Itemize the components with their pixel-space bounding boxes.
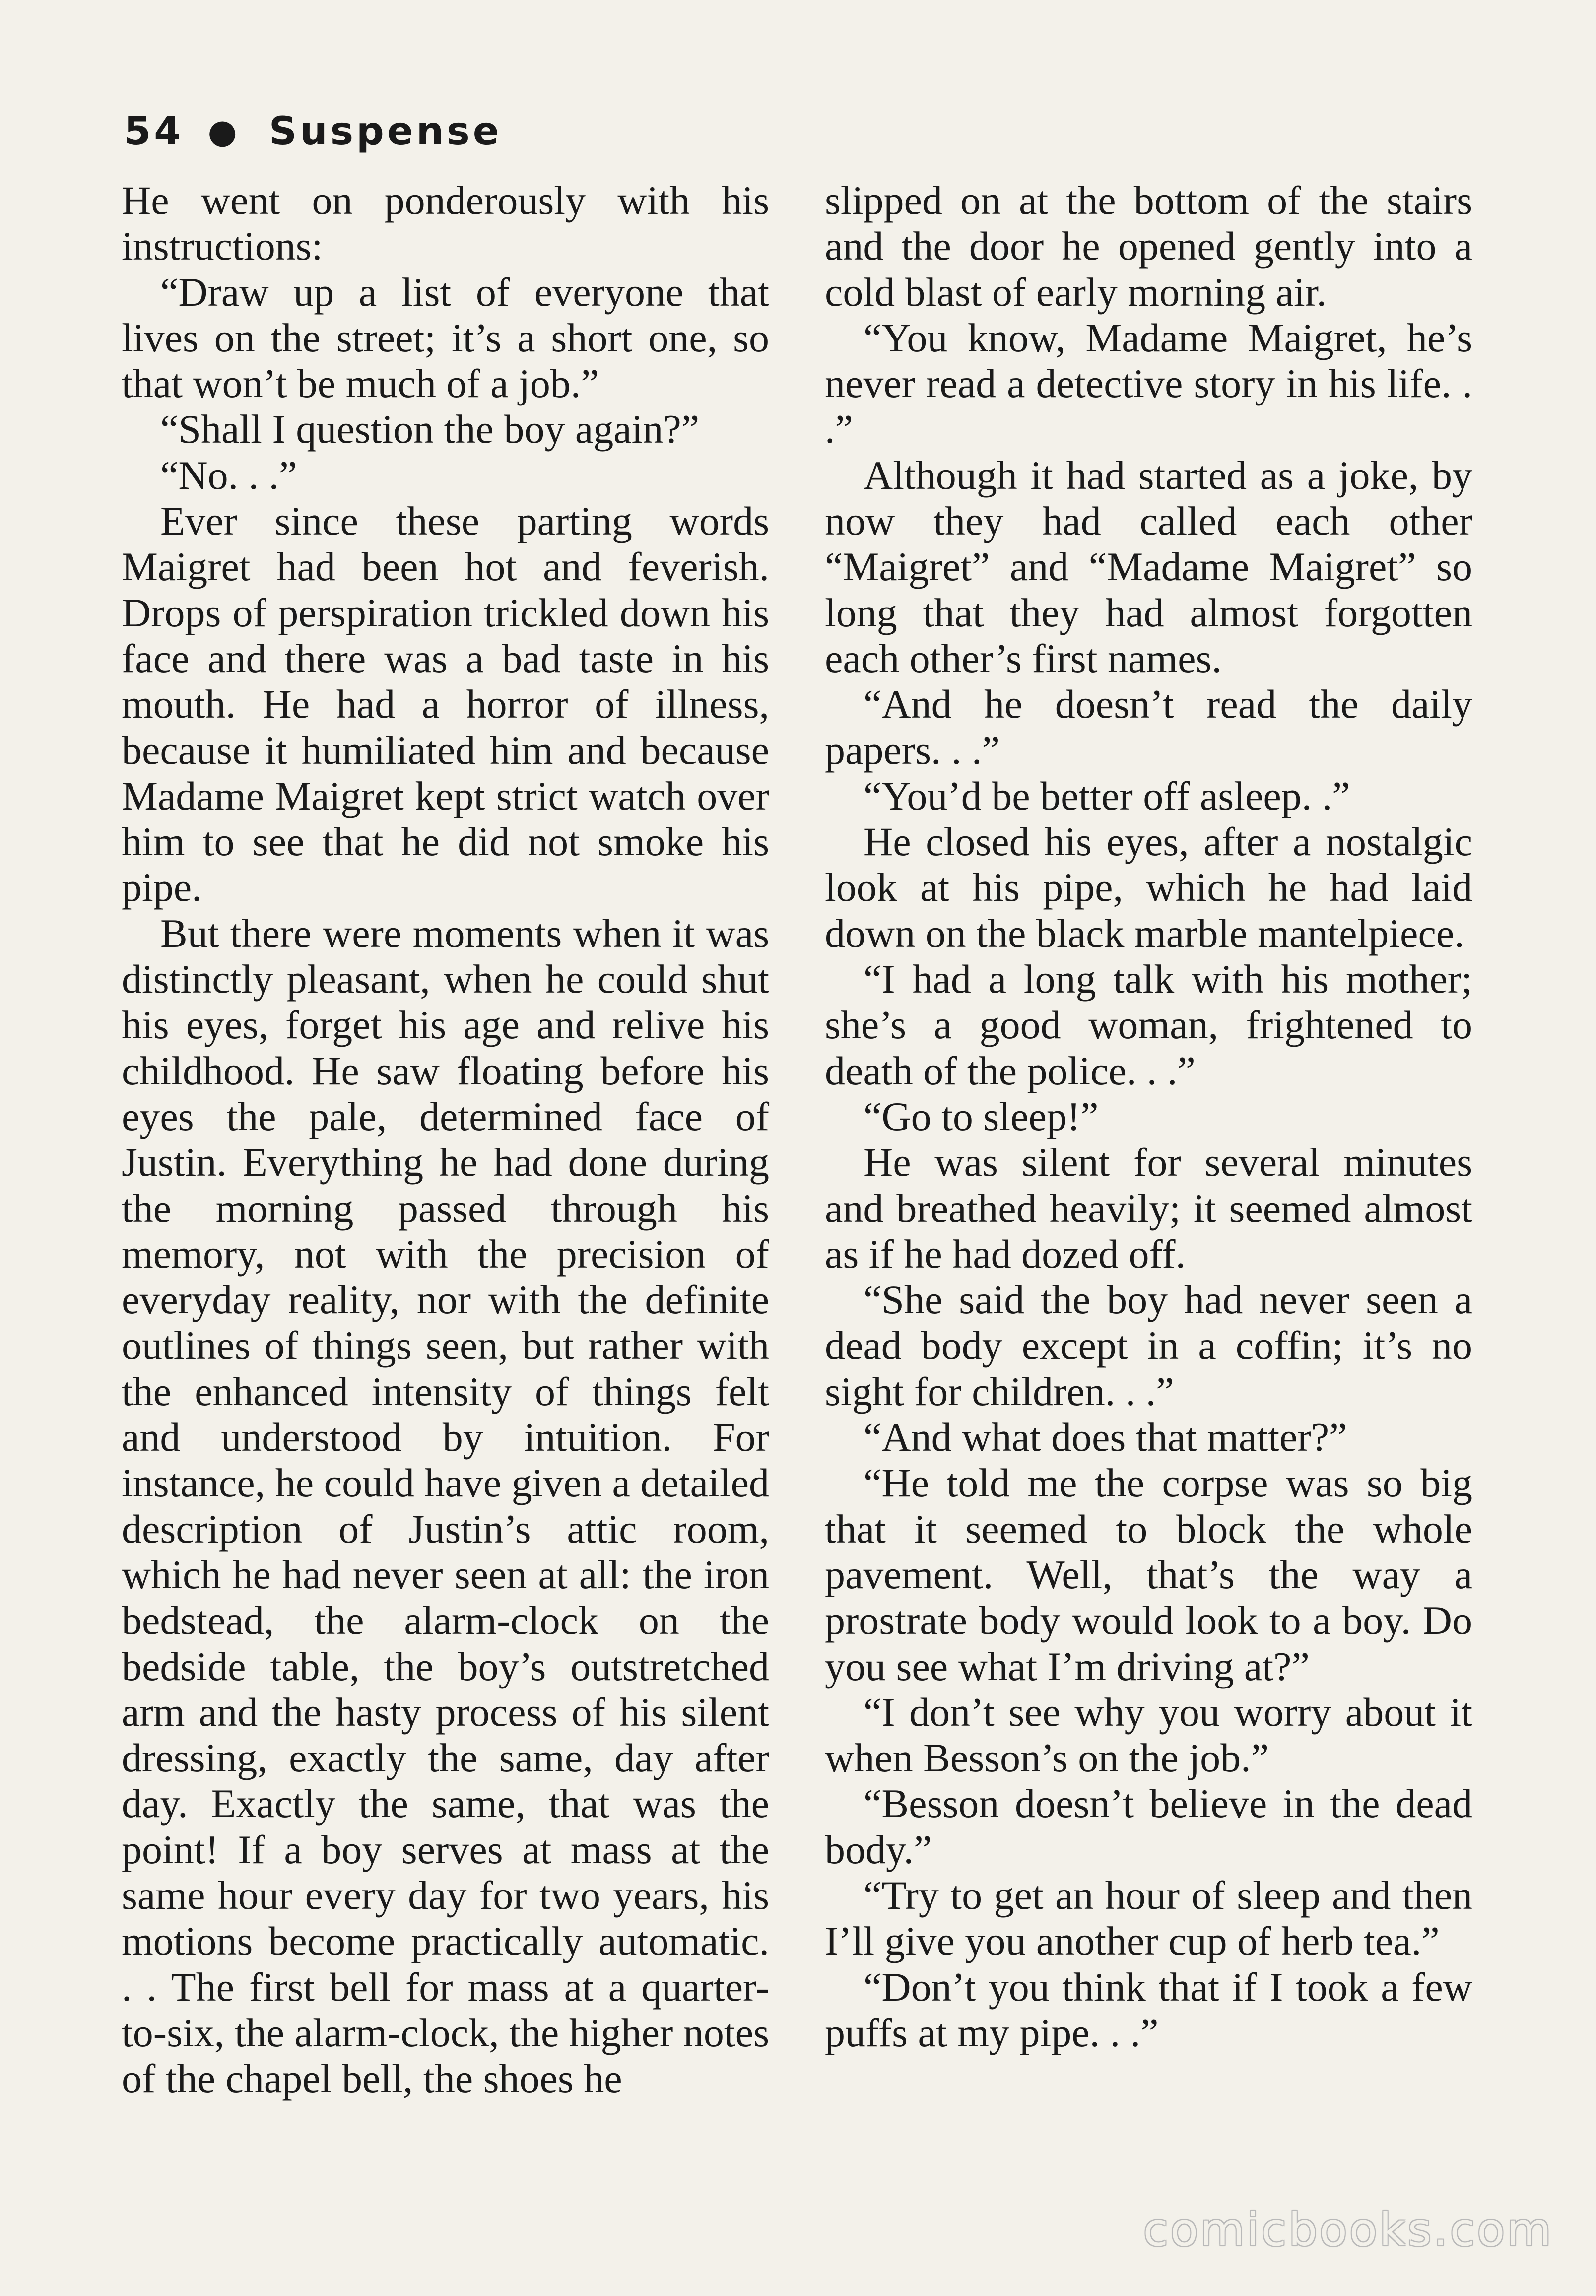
bullet-icon: ● (207, 112, 240, 151)
watermark: comicbooks.com (1143, 2203, 1553, 2256)
paragraph: “You know, Madame Maigret, he’s never read a detective story in his life. . .” (825, 315, 1472, 452)
paragraph: “He told me the corpse was so big that it seemed to block the whole pavement. Well, that’s the way a prostrate body would look to a boy. Do you see what I’m driving at?” (825, 1460, 1472, 1689)
paragraph: “I had a long talk with his mother; she’s a good woman, frightened to death of the police. . .” (825, 956, 1472, 1093)
right-text-column (825, 178, 1472, 2056)
page-number: 54 (124, 109, 184, 154)
left-text-column (122, 178, 769, 2101)
paragraph: He closed his eyes, after a nostalgic look at his pipe, which he had laid down on the black marble mantelpiece. (825, 819, 1472, 956)
paragraph: “Draw up a list of everyone that lives on the street; it’s a short one, so that won’t be much of a job.” (122, 269, 769, 406)
paragraph: “She said the boy had never seen a dead body except in a coffin; it’s no sight for children. . .” (825, 1277, 1472, 1414)
paragraph: He went on ponderously with his instructions: (122, 178, 769, 269)
paragraph: Ever since these parting words Maigret had been hot and feverish. Drops of perspiration trickled down his face and there was a bad taste in his mouth. He had a horror of illness, because it humiliated him and because Madame Maigret kept strict watch over him to see that he did not smoke his pipe. (122, 498, 769, 910)
paragraph: “And what does that matter?” (864, 1415, 1347, 1460)
paragraph: “Try to get an hour of sleep and then I’ll give you another cup of herb tea.” (825, 1872, 1472, 1964)
page-header (124, 109, 502, 154)
paragraph: slipped on at the bottom of the stairs and the door he opened gently into a cold blast of early morning air. (825, 178, 1472, 315)
paragraph: “Go to sleep!” (864, 1093, 1099, 1139)
paragraph: But there were moments when it was distinctly pleasant, when he could shut his eyes, forget his age and relive his childhood. He saw floating before his eyes the pale, determined face of Justin. Everything he had done during the morning passed through his memory, not with the precision of everyday reality, nor with the definite outlines of things seen, but rather with the enhanced intensity of things felt and understood by intuition. For instance, he could have given a detailed description of Justin’s attic room, which he had never seen at all: the iron bedstead, the alarm-clock on the bedside table, the boy’s outstretched arm and the hasty process of his silent dressing, exactly the same, day after day. Exactly the same, that was the point! If a boy serves at mass at the same hour every day for two years, his motions become practically automatic. . . The first bell for mass at a quarter-to-six, the alarm-clock, the higher notes of the chapel bell, the shoes he (122, 910, 769, 2101)
paragraph: He was silent for several minutes and breathed heavily; it seemed almost as if he had dozed off. (825, 1140, 1472, 1277)
paragraph: “You’d be better off asleep. .” (864, 773, 1350, 818)
paragraph: “Shall I question the boy again?” (160, 406, 700, 452)
paragraph: “I don’t see why you worry about it when Besson’s on the job.” (825, 1689, 1472, 1781)
paragraph: “No. . .” (160, 452, 297, 498)
magazine-title: Suspense (268, 109, 502, 154)
paragraph: “And he doesn’t read the daily papers. . .” (825, 681, 1472, 773)
paragraph: Although it had started as a joke, by now they had called each other “Maigret” and “Madame Maigret” so long that they had almost forgotten each other’s first names. (825, 452, 1472, 681)
paragraph: “Don’t you think that if I took a few puffs at my pipe. . .” (825, 1964, 1472, 2055)
paragraph: “Besson doesn’t believe in the dead body.” (825, 1781, 1472, 1872)
